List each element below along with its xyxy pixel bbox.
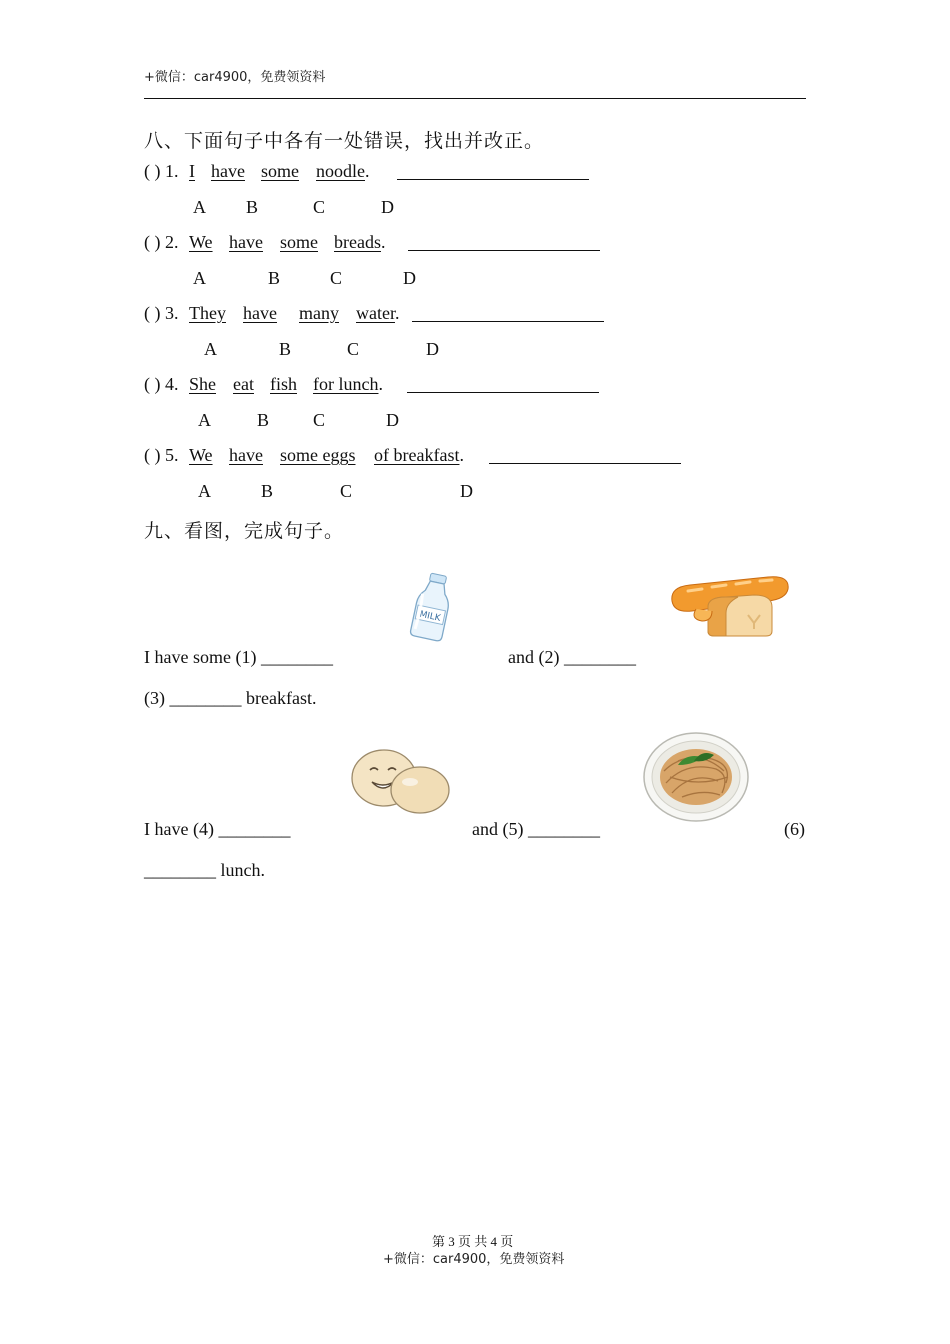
q3-letter-a: A (204, 339, 217, 359)
noodles-image (642, 731, 750, 823)
header-text: +微信：car4900，免费领资料 (144, 70, 326, 85)
section-9-line-3c: (6) (784, 819, 805, 839)
q5-part-a: We (189, 445, 213, 465)
q4-prefix: ( ) 4. (144, 374, 179, 394)
q4-answer-blank[interactable] (407, 392, 599, 393)
q3-part-c: many (299, 303, 339, 323)
q4-letter-c: C (313, 410, 326, 430)
q2-letter-b: B (268, 268, 281, 288)
section-9-line-2: (3) ________ breakfast. (144, 688, 317, 708)
q4-period: . (378, 374, 383, 394)
q5-part-b: have (229, 445, 263, 465)
q2-part-a: We (189, 232, 213, 252)
q3-prefix: ( ) 3. (144, 303, 179, 323)
q5-part-c: some eggs (280, 445, 356, 465)
q2-letter-c: C (330, 268, 343, 288)
q3-part-d: water (356, 303, 395, 323)
section-9-title: 九、看图，完成句子。 (144, 521, 345, 542)
q5-part-d: of breakfast (374, 445, 460, 465)
q2-letter-d: D (403, 268, 416, 288)
section-9-line-4: ________ lunch. (144, 860, 265, 880)
q3-part-b: have (243, 303, 277, 323)
q2-period: . (380, 232, 386, 252)
q5-letter-d: D (460, 481, 473, 501)
q1-prefix: ( ) 1. (144, 161, 179, 181)
q4-letter-a: A (198, 410, 211, 430)
q2-part-c: some (280, 232, 318, 252)
q5-letter-b: B (261, 481, 274, 501)
footer-text: +微信：car4900，免费领资料 (383, 1252, 565, 1267)
section-9-line-3a: I have (4) ________ (144, 819, 291, 839)
q1-part-a: I (189, 161, 195, 181)
q1-answer-blank[interactable] (397, 179, 589, 180)
q3-letter-b: B (279, 339, 292, 359)
q3-answer-blank[interactable] (412, 321, 604, 322)
q5-answer-blank[interactable] (489, 463, 681, 464)
q1-period: . (365, 161, 370, 181)
q3-letter-c: C (347, 339, 360, 359)
q2-prefix: ( ) 2. (144, 232, 179, 252)
q3-part-a: They (189, 303, 226, 323)
milk-bottle-image (408, 572, 456, 642)
q4-part-d: for lunch (313, 374, 379, 394)
section-9-line-3b: and (5) ________ (472, 819, 600, 839)
q2-letter-a: A (193, 268, 206, 288)
q5-letter-a: A (198, 481, 211, 501)
section-9-line-1b: and (2) ________ (508, 647, 636, 667)
q2-part-b: have (229, 232, 263, 252)
page-number: 第 3 页 共 4 页 (432, 1234, 514, 1249)
q3-period: . (394, 303, 400, 323)
bread-image (668, 573, 792, 639)
q4-part-a: She (189, 374, 216, 394)
q1-part-b: have (211, 161, 245, 181)
q1-letter-d: D (381, 197, 394, 217)
q1-letter-a: A (193, 197, 206, 217)
q1-part-c: some (261, 161, 299, 181)
section-8-title: 八、下面句子中各有一处错误，找出并改正。 (144, 131, 545, 152)
eggs-image (348, 746, 452, 814)
q4-part-b: eat (233, 374, 254, 394)
q5-prefix: ( ) 5. (144, 445, 179, 465)
q4-letter-b: B (257, 410, 270, 430)
q1-letter-b: B (246, 197, 259, 217)
q2-part-d: breads (334, 232, 381, 252)
q4-letter-d: D (386, 410, 399, 430)
q5-period: . (459, 445, 464, 465)
section-9-line-1a: I have some (1) ________ (144, 647, 333, 667)
header-rule (144, 98, 806, 99)
q4-part-c: fish (270, 374, 297, 394)
q3-letter-d: D (426, 339, 439, 359)
q5-letter-c: C (340, 481, 353, 501)
milk-label: MILK (418, 609, 442, 624)
q1-letter-c: C (313, 197, 326, 217)
q2-answer-blank[interactable] (408, 250, 600, 251)
q1-part-d: noodle (316, 161, 365, 181)
